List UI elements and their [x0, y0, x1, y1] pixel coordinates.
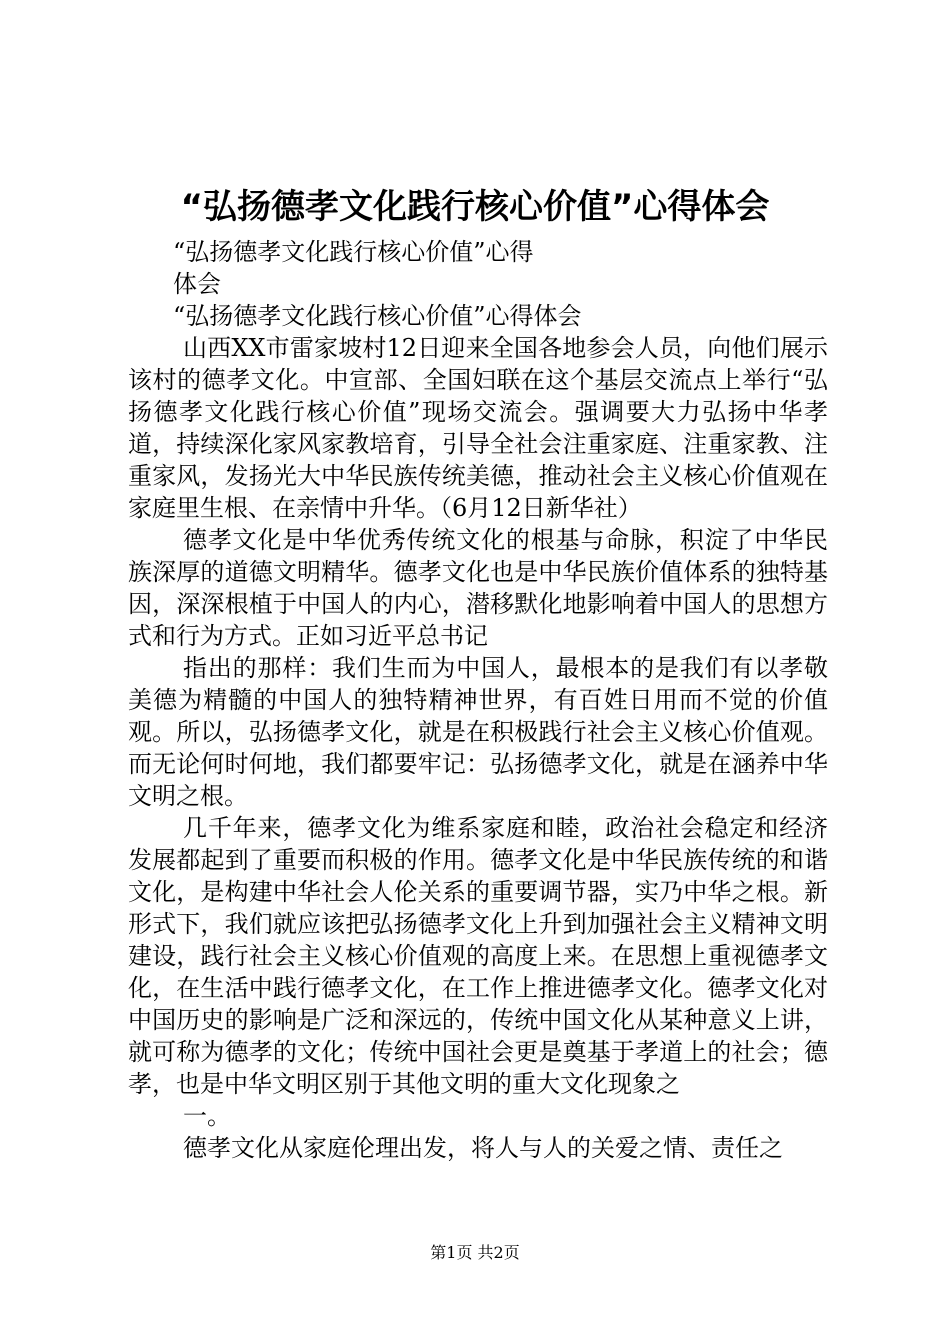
subtitle-line-2: 体会	[173, 270, 221, 298]
subtitle-repeat: “弘扬德孝文化践行核心价值”心得体会	[173, 302, 582, 330]
document-body	[128, 236, 828, 1164]
body-paragraph: 德孝文化是中华优秀传统文化的根基与命脉，积淀了中华民族深厚的道德文明精华。德孝文化也是中华民族价值体系的独特基因，深深根植于中国人的内心，潜移默化地影响着中国人的思想方式和行为方式。正如习近平总书记	[128, 526, 828, 650]
body-paragraph: 指出的那样：我们生而为中国人，最根本的是我们有以孝敬美德为精髓的中国人的独特精神世界，有百姓日用而不觉的价值观。所以，弘扬德孝文化，就是在积极践行社会主义核心价值观。而无论何时何地，我们都要牢记：弘扬德孝文化，就是在涵养中华文明之根。	[128, 654, 828, 810]
document-title: “弘扬德孝文化践行核心价值”心得体会	[180, 187, 770, 227]
body-paragraph: 德孝文化从家庭伦理出发，将人与人的关爱之情、责任之	[183, 1134, 783, 1162]
body-paragraph: 几千年来，德孝文化为维系家庭和睦，政治社会稳定和经济发展都起到了重要而积极的作用。德孝文化是中华民族传统的和谐文化，是构建中华社会人伦关系的重要调节器，实乃中华之根。新形式下，我们就应该把弘扬德孝文化上升到加强社会主义精神文明建设，践行社会主义核心价值观的高度上来。在思想上重视德孝文化，在生活中践行德孝文化，在工作上推进德孝文化。德孝文化对中国历史的影响是广泛和深远的，传统中国文化从某种意义上讲，就可称为德孝的文化；传统中国社会更是奠基于孝道上的社会；德孝，也是中华文明区别于其他文明的重大文化现象之	[128, 814, 828, 1098]
body-paragraph: 山西XX市雷家坡村12日迎来全国各地参会人员，向他们展示该村的德孝文化。中宣部、全国妇联在这个基层交流点上举行“弘扬德孝文化践行核心价值”现场交流会。强调要大力弘扬中华孝道，持续深化家风家教培育，引导全社会注重家庭、注重家教、注重家风，发扬光大中华民族传统美德，推动社会主义核心价值观在家庭里生根、在亲情中升华。（6月12日新华社）	[128, 334, 828, 522]
subtitle-line-1: “弘扬德孝文化践行核心价值”心得	[173, 238, 534, 266]
body-paragraph: 一。	[183, 1102, 231, 1130]
page-footer: 第1页 共2页	[430, 1243, 520, 1262]
